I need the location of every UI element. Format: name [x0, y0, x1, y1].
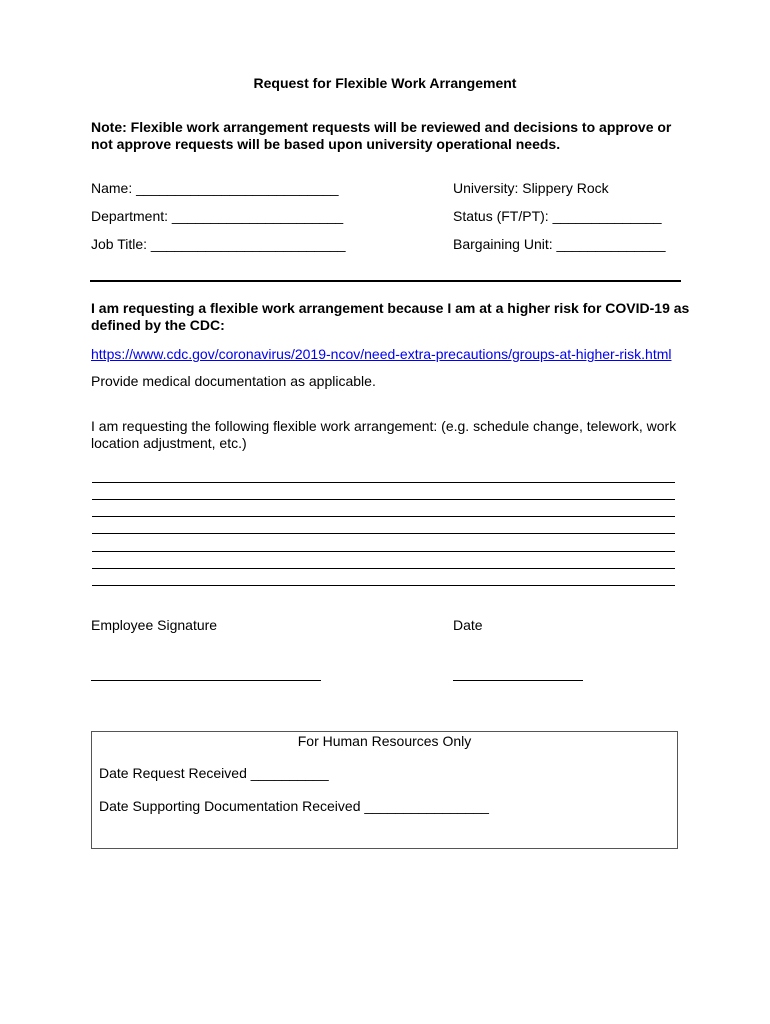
form-note: Note: Flexible work arrangement requests will be reviewed and decisions to approve or not approve requests will be based upon university operational needs.: [91, 119, 672, 152]
job-title-field[interactable]: Job Title: _________________________: [91, 236, 346, 252]
write-line[interactable]: [92, 551, 675, 552]
write-line[interactable]: [92, 482, 675, 483]
form-title: Request for Flexible Work Arrangement: [253, 75, 517, 91]
write-line[interactable]: [92, 533, 675, 534]
write-line[interactable]: [92, 499, 675, 500]
bargaining-unit-field[interactable]: Bargaining Unit: ______________: [453, 236, 666, 252]
medical-documentation-note: Provide medical documentation as applicable.: [91, 373, 376, 389]
university-field: University: Slippery Rock: [453, 180, 609, 196]
write-line[interactable]: [92, 585, 675, 586]
hr-box-title: For Human Resources Only: [297, 733, 472, 749]
name-field[interactable]: Name: __________________________: [91, 180, 339, 196]
date-documentation-received-field[interactable]: Date Supporting Documentation Received ________________: [99, 798, 489, 814]
arrangement-prompt: I am requesting the following flexible work arrangement: (e.g. schedule change, telework, work location adjustment, etc.): [91, 418, 677, 451]
write-line[interactable]: [92, 568, 675, 569]
status-field[interactable]: Status (FT/PT): ______________: [453, 208, 662, 224]
date-label: Date: [453, 617, 483, 633]
hr-only-box: [91, 731, 678, 849]
cdc-link[interactable]: https://www.cdc.gov/coronavirus/2019-ncov/need-extra-precautions/groups-at-higher-risk.html: [91, 346, 672, 362]
reason-heading: I am requesting a flexible work arrangement because I am at a higher risk for COVID-19 as defined by the CDC:: [91, 300, 690, 333]
department-field[interactable]: Department: ______________________: [91, 208, 344, 224]
signature-line[interactable]: [91, 680, 321, 681]
write-line[interactable]: [92, 516, 675, 517]
employee-signature-label: Employee Signature: [91, 617, 218, 633]
date-line[interactable]: [453, 680, 583, 681]
date-request-received-field[interactable]: Date Request Received __________: [99, 765, 329, 781]
section-divider: [90, 280, 681, 282]
